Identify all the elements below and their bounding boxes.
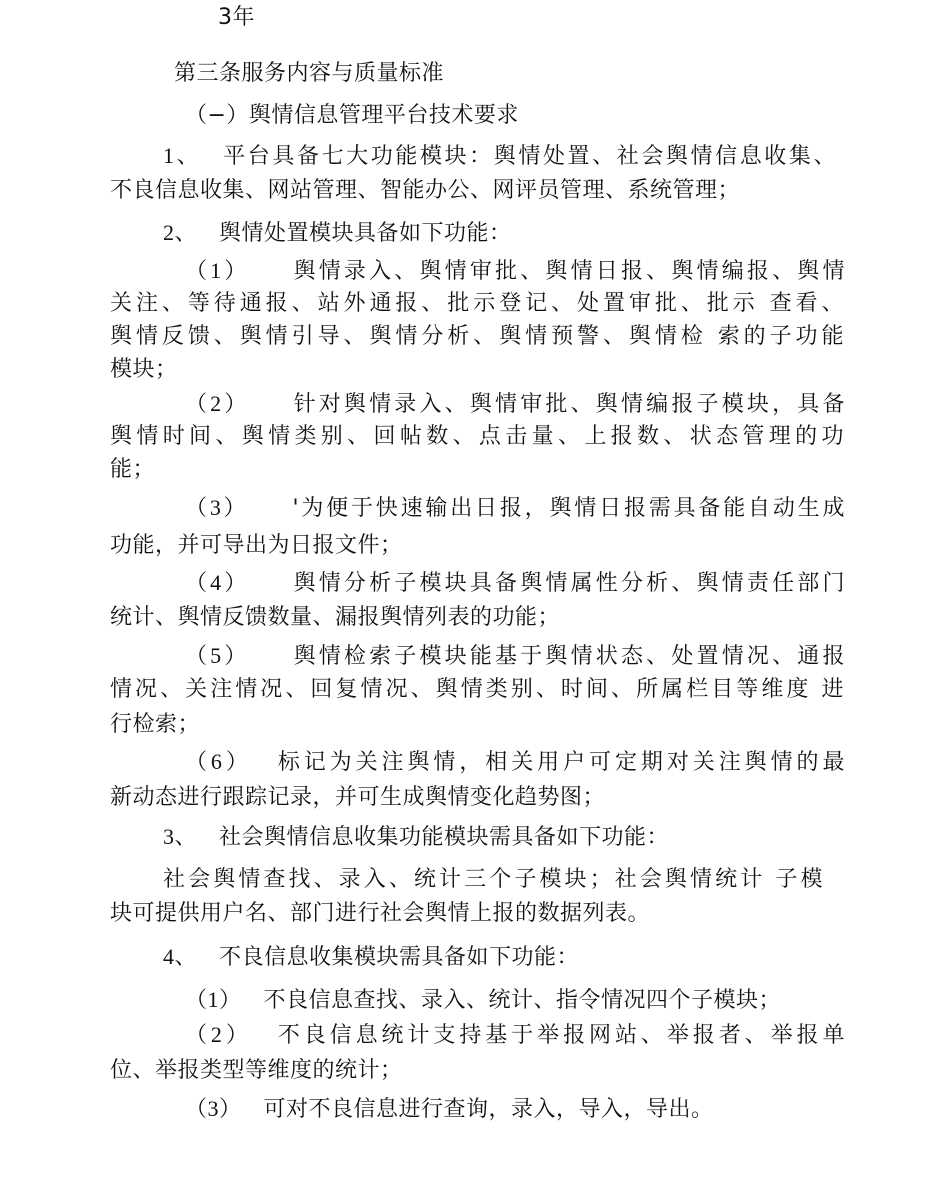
item-3-line-1 xyxy=(163,822,669,853)
sub-item-text: 舆情检索子模块能基于舆情状态、处置情况、通报 xyxy=(293,644,845,669)
sub-item-text: 可对不良信息进行查询，录入，导入，导出。 xyxy=(263,1097,714,1122)
sub-item-number: （1） xyxy=(185,987,242,1012)
item-number: 4、 xyxy=(163,944,198,969)
sub-item-number: （5） xyxy=(185,643,250,668)
item-text: 不良信息收集模块需具备如下功能： xyxy=(219,945,580,970)
sub-item-b1-line-1 xyxy=(185,985,781,1016)
sub-item-text: 舆情录入、舆情审批、舆情日报、舆情编报、舆情 xyxy=(293,259,845,284)
item-text: 社会舆情查找、录入、统计三个子模块；社会舆情统计 子模 xyxy=(163,867,823,892)
item-text: 舆情处置模块具备如下功能： xyxy=(219,221,512,246)
sub-item-text: 统计、舆情反馈数量、漏报舆情列表的功能； xyxy=(110,605,561,630)
item-4-line-1 xyxy=(163,942,579,973)
sub-item-number: （2） xyxy=(185,391,250,416)
item-text: 不良信息收集、网站管理、智能办公、网评员管理、系统管理； xyxy=(110,178,741,203)
sub-item-2-line-1 xyxy=(185,389,845,420)
sub-item-4-line-1 xyxy=(185,568,845,599)
item-number: 3、 xyxy=(163,824,198,849)
item-text: 社会舆情信息收集功能模块需具备如下功能： xyxy=(219,825,670,850)
sub-item-text: 舆情时间、舆情类别、回帖数、点击量、上报数、状态管理的功 xyxy=(110,424,844,449)
sub-item-b2-line-1 xyxy=(185,1020,845,1051)
sub-item-2-line-2 xyxy=(110,422,844,452)
sub-item-text: 能； xyxy=(110,457,156,482)
sub-item-6-line-2 xyxy=(110,783,605,813)
section-heading xyxy=(174,59,444,89)
sub-item-5-line-2 xyxy=(110,675,844,705)
sub-item-4-line-2 xyxy=(110,603,560,633)
sub-item-5-line-1 xyxy=(185,641,845,672)
item-1-line-2 xyxy=(110,176,740,206)
section-heading-text: 第三条服务内容与质量标准 xyxy=(174,61,445,86)
item-text: 平台具备七大功能模块：舆情处置、社会舆情信息收集、 xyxy=(223,144,836,169)
sub-item-text: 不良信息统计支持基于举报网站、举报者、举报单 xyxy=(277,1023,845,1048)
text-line-term xyxy=(218,3,255,33)
sub-item-1-line-3 xyxy=(110,322,844,352)
item-3-para-line-1 xyxy=(163,865,823,895)
sub-item-number: （3） xyxy=(185,1096,242,1121)
subsection-heading xyxy=(185,101,519,131)
sub-item-text: 舆情反馈、舆情引导、舆情分析、舆情预警、舆情检 索的子功能 xyxy=(110,324,844,349)
item-number: 1、 xyxy=(163,143,202,168)
sub-item-3-line-1 xyxy=(185,493,845,524)
sub-item-text: 舆情分析子模块具备舆情属性分析、舆情责任部门 xyxy=(293,571,845,596)
sub-item-text: 关注、等待通报、站外通报、批示登记、处置审批、批示 查看、 xyxy=(110,291,844,316)
sub-item-b2-line-2 xyxy=(110,1056,403,1086)
item-2-line-1 xyxy=(163,218,512,249)
text-term: 3年 xyxy=(218,5,255,30)
sub-item-text: 情况、关注情况、回复情况、舆情类别、时间、所属栏目等维度 进 xyxy=(110,677,844,702)
sub-item-number: （6） xyxy=(185,749,252,774)
sub-item-text: 功能，并可导出为日报文件； xyxy=(110,533,403,558)
subsection-heading-text: （−）舆情信息管理平台技术要求 xyxy=(185,103,519,128)
item-text: 块可提供用户名、部门进行社会舆情上报的数据列表。 xyxy=(110,901,651,926)
sub-item-6-line-1 xyxy=(185,747,845,778)
sub-item-number: （1） xyxy=(185,258,250,283)
sub-item-5-line-3 xyxy=(110,710,200,740)
item-1-line-1 xyxy=(163,141,836,172)
sub-item-2-line-3 xyxy=(110,455,155,485)
sub-item-number: （4） xyxy=(185,570,250,595)
sub-item-1-line-4 xyxy=(110,355,178,385)
item-3-para-line-2 xyxy=(110,899,650,929)
sub-item-number: （2） xyxy=(185,1022,252,1047)
sub-item-text: '为便于快速输出日报，舆情日报需具备能自动生成 xyxy=(292,496,845,521)
sub-item-text: 针对舆情录入、舆情审批、舆情编报子模块，具备 xyxy=(293,392,845,417)
sub-item-b3-line-1 xyxy=(185,1094,714,1125)
sub-item-text: 不良信息查找、录入、统计、指令情况四个子模块； xyxy=(263,988,782,1013)
sub-item-1-line-2 xyxy=(110,289,844,319)
sub-item-text: 标记为关注舆情，相关用户可定期对关注舆情的最 xyxy=(277,750,845,775)
sub-item-text: 行检索； xyxy=(110,712,201,737)
sub-item-text: 新动态进行跟踪记录，并可生成舆情变化趋势图； xyxy=(110,785,606,810)
sub-item-number: （3） xyxy=(185,495,249,520)
sub-item-3-line-2 xyxy=(110,531,403,561)
item-number: 2、 xyxy=(163,220,198,245)
sub-item-1-line-1 xyxy=(185,256,845,287)
sub-item-text: 模块； xyxy=(110,357,178,382)
sub-item-text: 位、举报类型等维度的统计； xyxy=(110,1058,403,1083)
